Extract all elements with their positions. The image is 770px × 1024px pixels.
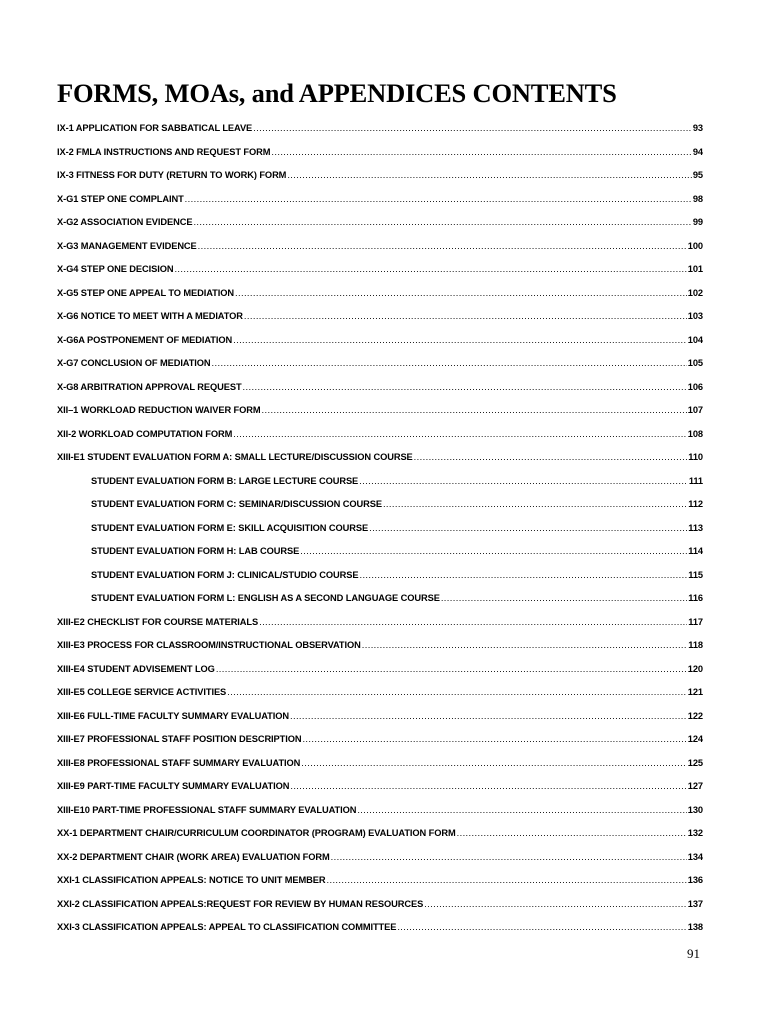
dot-leader: [359, 470, 688, 494]
toc-entry[interactable]: [57, 752, 703, 776]
toc-entry[interactable]: [57, 587, 703, 611]
toc-entry[interactable]: [57, 517, 703, 541]
toc-entry-title: STUDENT EVALUATION FORM B: LARGE LECTURE COURSE: [91, 475, 359, 486]
toc-entry-page: 105: [687, 358, 703, 368]
dot-leader: [233, 423, 687, 447]
toc-entry[interactable]: [57, 376, 703, 400]
toc-entry-page: 99: [692, 217, 703, 227]
toc-entry-title: STUDENT EVALUATION FORM L: ENGLISH AS A SECOND LANGUAGE COURSE: [91, 593, 440, 603]
toc-entry[interactable]: [57, 705, 703, 729]
toc-entry-title: X-G8 ARBITRATION APPROVAL REQUEST: [57, 381, 242, 392]
toc-entry-title: STUDENT EVALUATION FORM H: LAB COURSE: [91, 546, 300, 556]
toc-entry[interactable]: [57, 117, 703, 141]
page-title: FORMS, MOAs, and APPENDICES CONTENTS: [57, 78, 617, 108]
toc-entry-page: 138: [687, 922, 703, 932]
toc-entry-title: XX-1 DEPARTMENT CHAIR/CURRICULUM COORDINATOR (PROGRAM) EVALUATION FORM: [57, 828, 456, 838]
dot-leader: [383, 493, 687, 517]
toc-entry-page: 107: [687, 405, 703, 415]
toc-entry-title: XXI-2 CLASSIFICATION APPEALS:REQUEST FOR REVIEW BY HUMAN RESOURCES: [57, 898, 424, 909]
toc-entry-title: XIII-E10 PART-TIME PROFESSIONAL STAFF SUMMARY EVALUATION: [57, 804, 357, 815]
toc-entry[interactable]: [57, 211, 703, 235]
toc-entry[interactable]: [57, 164, 703, 188]
dot-leader: [174, 258, 686, 282]
toc-entry-title: X-G6 NOTICE TO MEET WITH A MEDIATOR: [57, 311, 243, 321]
toc-entry-page: 120: [687, 663, 703, 674]
toc-entry-title: XIII-E8 PROFESSIONAL STAFF SUMMARY EVALUATION: [57, 757, 301, 768]
toc-entry-page: 117: [688, 616, 703, 627]
toc-entry[interactable]: [57, 846, 703, 870]
dot-leader: [193, 211, 691, 235]
toc-entry-title: XIII-E9 PART-TIME FACULTY SUMMARY EVALUATION: [57, 781, 290, 791]
toc-entry-title: STUDENT EVALUATION FORM J: CLINICAL/STUDIO COURSE: [91, 569, 359, 580]
toc-entry[interactable]: [57, 916, 703, 940]
toc-entry-title: X-G3 MANAGEMENT EVIDENCE: [57, 240, 197, 251]
dot-leader: [212, 352, 687, 376]
toc-entry-page: 130: [687, 804, 703, 815]
toc-entry-page: 118: [688, 640, 703, 650]
page-number: 91: [687, 946, 700, 961]
toc-entry-page: 134: [687, 851, 703, 862]
toc-entry-page: 113: [688, 522, 703, 533]
toc-entry-page: 132: [687, 828, 703, 838]
toc-entry-title: XIII-E2 CHECKLIST FOR COURSE MATERIALS: [57, 616, 259, 627]
toc-entry-title: XIII-E5 COLLEGE SERVICE ACTIVITIES: [57, 687, 227, 697]
toc-entry-page: 108: [687, 428, 703, 439]
toc-entry[interactable]: [57, 728, 703, 752]
toc-entry-page: 127: [687, 781, 703, 791]
toc-entry[interactable]: [57, 235, 703, 259]
toc-entry[interactable]: [57, 282, 703, 306]
toc-entry[interactable]: [57, 352, 703, 376]
toc-entry-title: X-G7 CONCLUSION OF MEDIATION: [57, 358, 211, 368]
dot-leader: [290, 705, 687, 729]
toc-entry[interactable]: [57, 893, 703, 917]
toc-entry-title: X-G2 ASSOCIATION EVIDENCE: [57, 217, 193, 227]
dot-leader: [216, 658, 687, 682]
dot-leader: [290, 775, 686, 799]
toc-entry-title: IX-2 FMLA INSTRUCTIONS AND REQUEST FORM: [57, 146, 271, 157]
toc-entry-title: XIII-E3 PROCESS FOR CLASSROOM/INSTRUCTIONAL OBSERVATION: [57, 640, 361, 650]
dot-leader: [198, 235, 687, 259]
dot-leader: [441, 587, 687, 611]
toc-entry[interactable]: [57, 493, 703, 517]
toc-entry[interactable]: [57, 329, 703, 353]
toc-entry-title: XIII-E1 STUDENT EVALUATION FORM A: SMALL LECTURE/DISCUSSION COURSE: [57, 452, 413, 462]
toc-entry[interactable]: [57, 188, 703, 212]
toc-entry-page: 101: [687, 264, 703, 274]
dot-leader: [424, 893, 687, 917]
toc-entry-page: 112: [688, 499, 703, 509]
dot-leader: [243, 376, 687, 400]
toc-entry[interactable]: [57, 869, 703, 893]
toc-entry-title: X-G1 STEP ONE COMPLAINT: [57, 193, 184, 204]
dot-leader: [235, 282, 687, 306]
toc-entry-page: 103: [687, 311, 703, 321]
dot-leader: [262, 399, 687, 423]
toc-entry-title: STUDENT EVALUATION FORM C: SEMINAR/DISCUSSION COURSE: [91, 499, 382, 509]
dot-leader: [300, 540, 687, 564]
table-of-contents: [57, 117, 703, 940]
toc-entry-page: 115: [688, 569, 703, 580]
toc-entry[interactable]: [57, 634, 703, 658]
toc-entry[interactable]: [57, 470, 703, 494]
dot-leader: [287, 164, 692, 188]
dot-leader: [185, 188, 692, 212]
toc-entry-page: 137: [687, 898, 703, 909]
toc-entry[interactable]: [57, 258, 703, 282]
toc-entry-page: 93: [692, 123, 703, 133]
toc-entry-page: 110: [688, 452, 703, 462]
toc-entry-title: XXI-1 CLASSIFICATION APPEALS: NOTICE TO UNIT MEMBER: [57, 875, 326, 885]
dot-leader: [397, 916, 686, 940]
dot-leader: [331, 846, 687, 870]
toc-entry-page: 124: [687, 734, 703, 744]
toc-entry-title: XII–1 WORKLOAD REDUCTION WAIVER FORM: [57, 405, 261, 415]
toc-entry-title: STUDENT EVALUATION FORM E: SKILL ACQUISITION COURSE: [91, 522, 369, 533]
dot-leader: [326, 869, 686, 893]
toc-entry-page: 95: [692, 170, 703, 180]
toc-entry-title: X-G6A POSTPONEMENT OF MEDIATION: [57, 334, 233, 345]
toc-entry[interactable]: [57, 564, 703, 588]
toc-entry[interactable]: [57, 775, 703, 799]
toc-entry-page: 114: [688, 546, 703, 556]
toc-entry-page: 104: [687, 334, 703, 345]
toc-entry[interactable]: [57, 141, 703, 165]
dot-leader: [414, 446, 688, 470]
toc-entry-title: XX-2 DEPARTMENT CHAIR (WORK AREA) EVALUATION FORM: [57, 851, 330, 862]
toc-entry-page: 122: [687, 710, 703, 721]
toc-entry-title: X-G5 STEP ONE APPEAL TO MEDIATION: [57, 287, 234, 298]
dot-leader: [359, 564, 687, 588]
toc-entry-page: 98: [692, 193, 703, 204]
toc-entry-page: 102: [687, 287, 703, 298]
toc-entry[interactable]: [57, 658, 703, 682]
dot-leader: [369, 517, 687, 541]
toc-entry-page: 100: [687, 240, 703, 251]
toc-entry-title: X-G4 STEP ONE DECISION: [57, 264, 174, 274]
toc-entry-title: IX-1 APPLICATION FOR SABBATICAL LEAVE: [57, 123, 253, 133]
toc-entry-page: 106: [687, 381, 703, 392]
toc-entry-page: 94: [692, 146, 703, 157]
toc-entry-title: XII-2 WORKLOAD COMPUTATION FORM: [57, 428, 233, 439]
toc-entry[interactable]: [57, 611, 703, 635]
toc-entry[interactable]: [57, 423, 703, 447]
toc-entry[interactable]: [57, 305, 703, 329]
dot-leader: [233, 329, 687, 353]
toc-entry-page: 121: [687, 687, 703, 697]
toc-entry-title: IX-3 FITNESS FOR DUTY (RETURN TO WORK) FORM: [57, 170, 287, 180]
dot-leader: [301, 752, 687, 776]
dot-leader: [457, 822, 687, 846]
toc-entry[interactable]: [57, 681, 703, 705]
toc-entry-title: XXI-3 CLASSIFICATION APPEALS: APPEAL TO CLASSIFICATION COMMITTEE: [57, 922, 397, 932]
toc-entry[interactable]: [57, 822, 703, 846]
dot-leader: [357, 799, 686, 823]
toc-entry[interactable]: [57, 799, 703, 823]
toc-entry[interactable]: [57, 446, 703, 470]
toc-entry-title: XIII-E6 FULL-TIME FACULTY SUMMARY EVALUATION: [57, 710, 289, 721]
dot-leader: [271, 141, 691, 165]
dot-leader: [253, 117, 692, 141]
toc-entry-page: 125: [687, 757, 703, 768]
toc-entry-page: 136: [687, 875, 703, 885]
dot-leader: [227, 681, 687, 705]
dot-leader: [362, 634, 688, 658]
dot-leader: [244, 305, 687, 329]
toc-entry-page: 111: [688, 475, 703, 486]
toc-entry[interactable]: [57, 399, 703, 423]
dot-leader: [259, 611, 687, 635]
toc-entry-title: XIII-E7 PROFESSIONAL STAFF POSITION DESCRIPTION: [57, 734, 302, 744]
toc-entry[interactable]: [57, 540, 703, 564]
toc-entry-title: XIII-E4 STUDENT ADVISEMENT LOG: [57, 663, 215, 674]
toc-entry-page: 116: [688, 593, 703, 603]
dot-leader: [302, 728, 686, 752]
